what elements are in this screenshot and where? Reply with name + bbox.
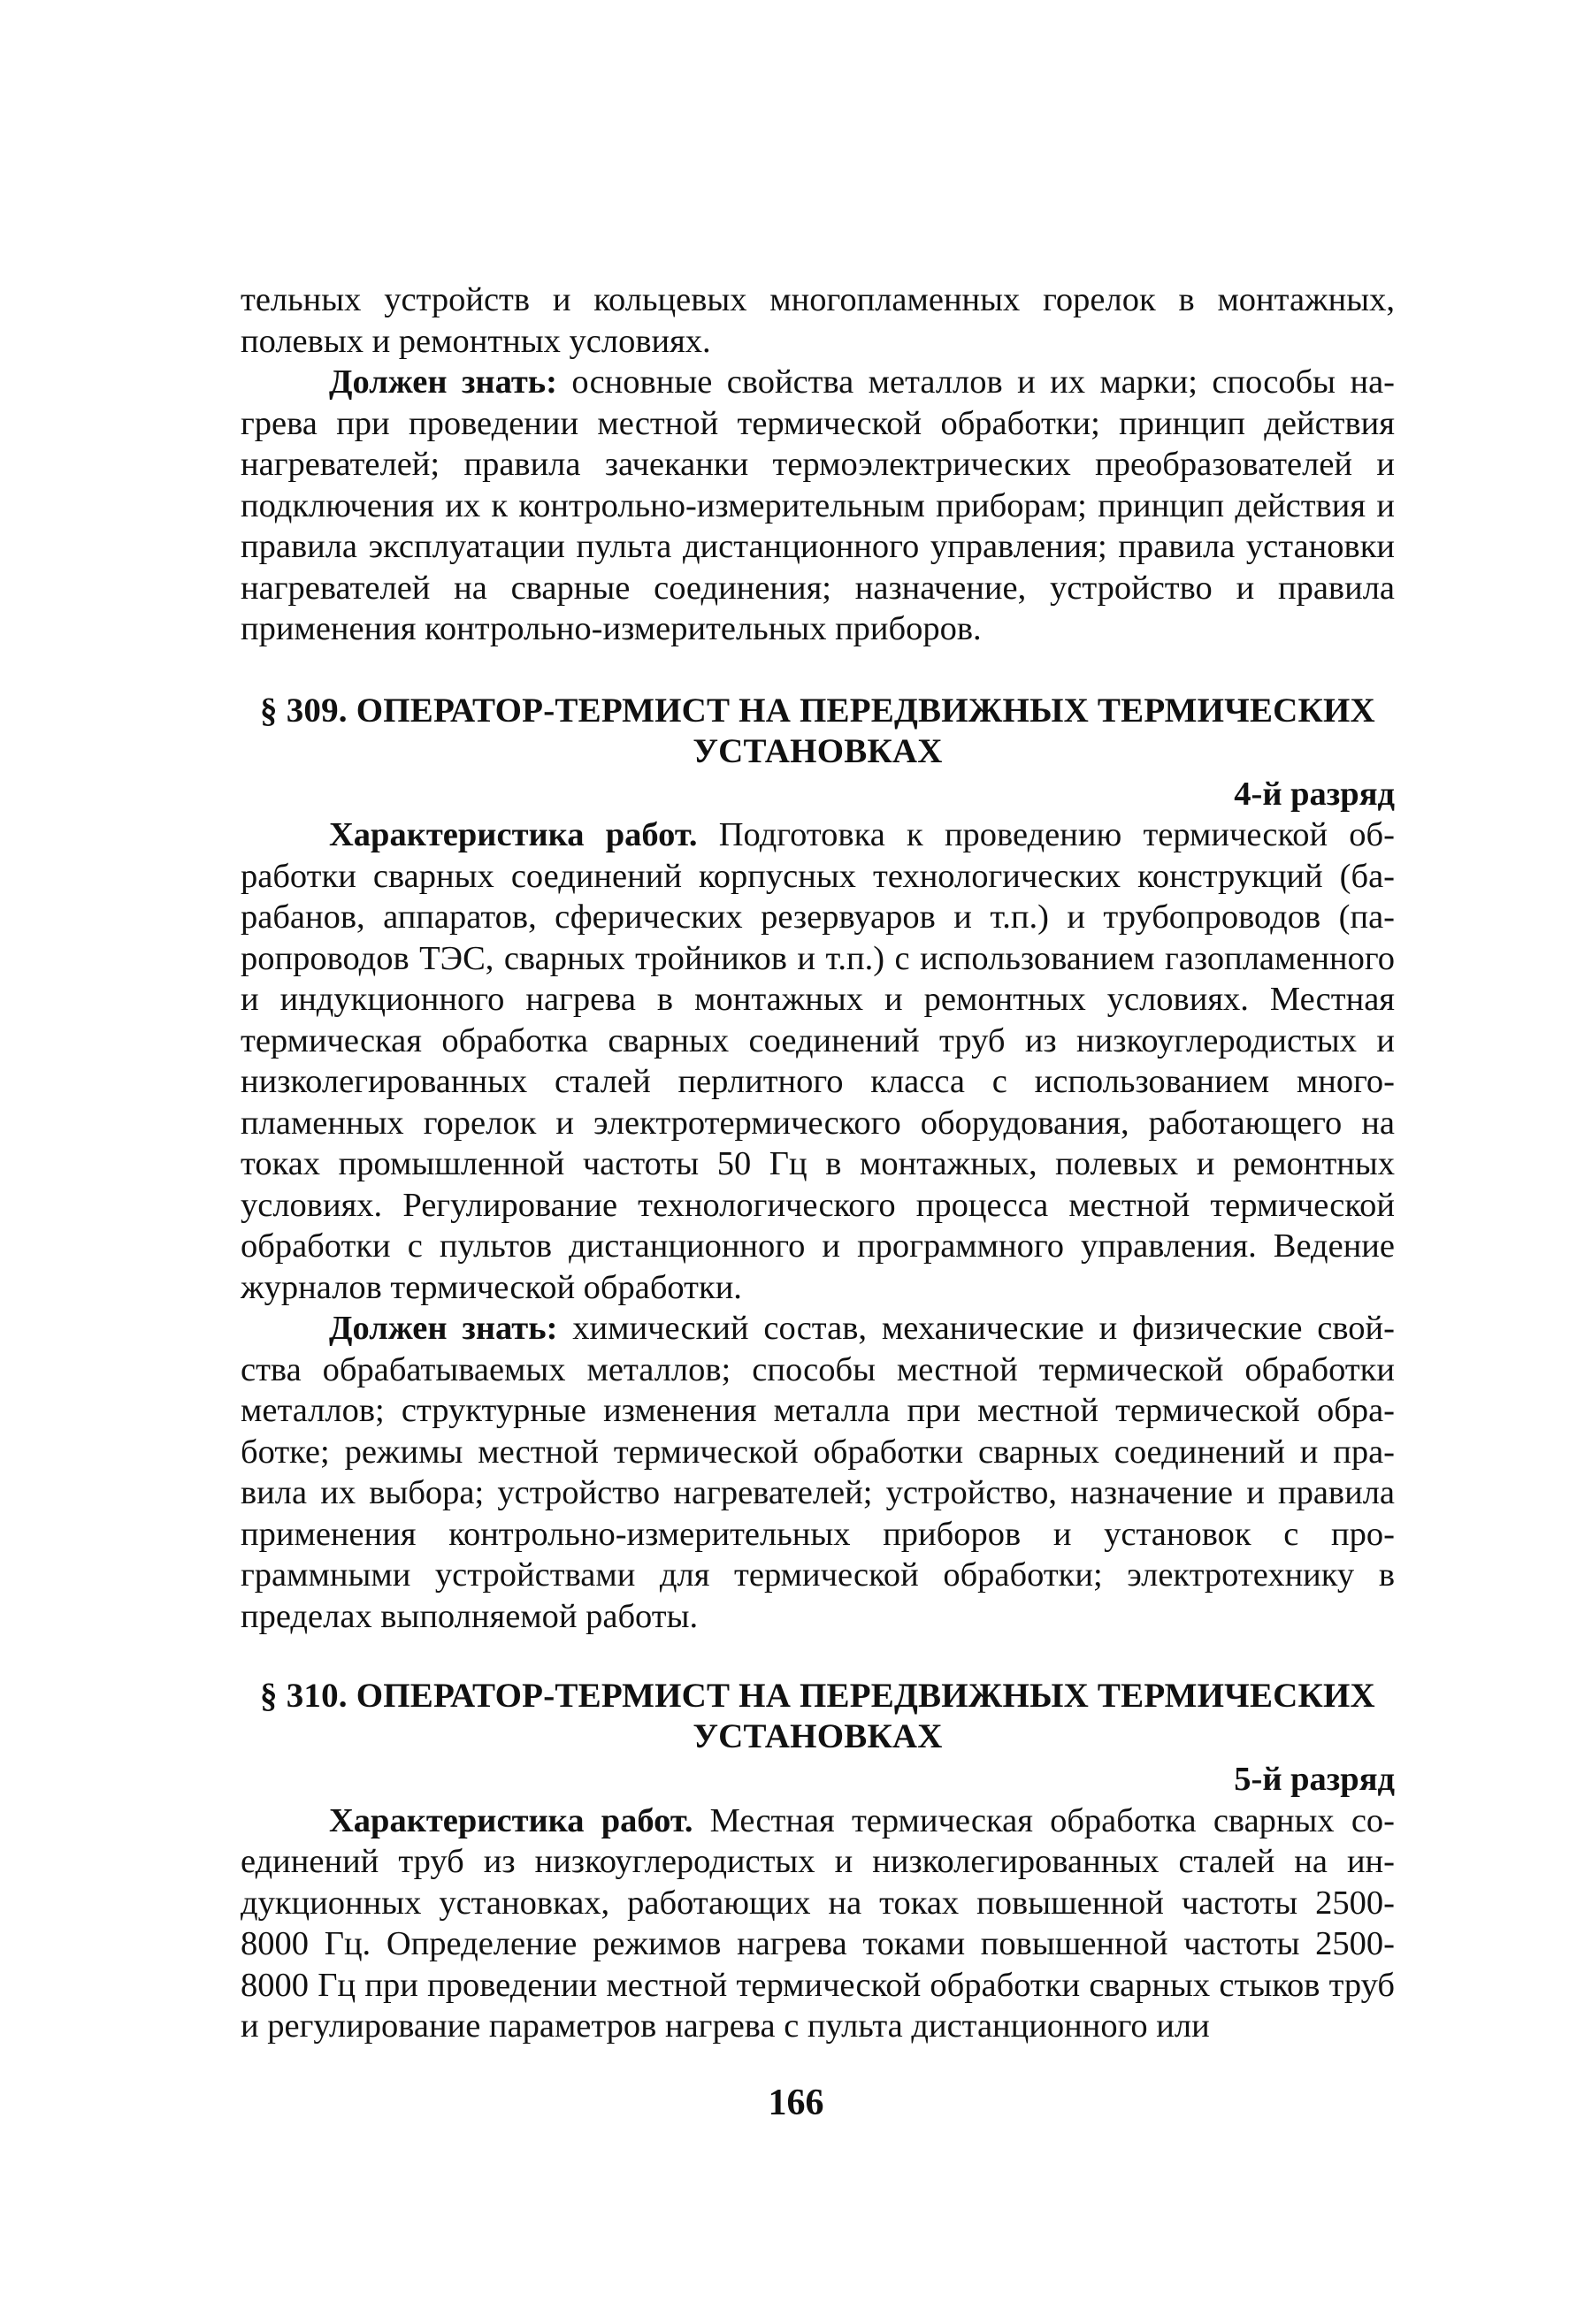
- intro-must-know-paragraph: [241, 362, 1395, 650]
- section-310-grade: 5-й разряд: [1234, 1761, 1395, 1798]
- must-know-label: Должен знать:: [329, 363, 557, 401]
- section-309-must-know: [241, 1308, 1395, 1637]
- page-number: 166: [768, 2083, 824, 2123]
- section-309-grade: 4-й разряд: [1234, 775, 1395, 813]
- document-page: [241, 279, 1395, 2047]
- must-know-text: химический состав, механические и физические свойства обрабатываемых металлов; способы местной термической обработки металлов; структурные изменения металла при местной термической обработке; режимы местной термической обработки сварных соединений и правила их выбора; устройство нагревателей; устройство, назначение и правила применения контрольно-измерительных приборов и установок с программными устройствами для термической обработки; электротехнику в пределах выполняемой работы.: [241, 1310, 1395, 1635]
- section-309-characteristics: [241, 814, 1395, 1308]
- must-know-text: основные свойства металлов и их марки; способы нагрева при проведении местной термической обработки; принцип действия нагревателей; правила зачеканки термоэлектрических преобразователей и подключения их к контрольно-измерительным приборам; принцип действия и правила эксплуатации пульта дистанционного управления; правила установки нагревателей на сварные соединения; назначение, устройство и правила применения контрольно-измерительных приборов.: [241, 363, 1395, 647]
- characteristics-text: Подготовка к проведению термической обработки сварных соединений корпусных технологических конструкций (барабанов, аппаратов, сферических резервуаров и т.п.) и трубопроводов (паропроводов ТЭС, сварных тройников и т.п.) с использованием газопламенного и индукционного нагрева в монтажных и ремонтных условиях. Местная термическая обработка сварных соединений труб из низкоуглеродистых и низколегированных сталей перлитного класса с использованием многопламенных горелок и электротермического оборудования, работающего на токах промышленной частоты 50 Гц в монтажных, полевых и ремонтных условиях. Регулирование технологического процесса местной термической обработки с пультов дистанционного и программного управления. Ведение журналов термической обработки.: [241, 816, 1395, 1306]
- characteristics-label: Характеристика работ.: [329, 816, 698, 853]
- section-309-heading: § 309. ОПЕРАТОР-ТЕРМИСТ НА ПЕРЕДВИЖНЫХ ТЕРМИЧЕСКИХ УСТАНОВКАХ: [260, 691, 1375, 770]
- must-know-label: Должен знать:: [329, 1310, 558, 1347]
- characteristics-text: Местная термическая обработка сварных соединений труб из низкоуглеродистых и низколегированных сталей на индукционных установках, работающих на токах повышенной частоты 2500-8000 Гц. Определение режимов нагрева токами повышенной частоты 2500-8000 Гц при проведении местной термической обработки сварных стыков труб и регулирование параметров нагрева с пульта дистанционного или: [241, 1801, 1395, 2045]
- characteristics-label: Характеристика работ.: [329, 1801, 693, 1839]
- section-310-characteristics: [241, 1800, 1395, 2047]
- intro-continuation: тельных устройств и кольцевых многопламенных горелок в монтажных, полевых и ремонтных условиях.: [241, 281, 1395, 360]
- section-310-heading: § 310. ОПЕРАТОР-ТЕРМИСТ НА ПЕРЕДВИЖНЫХ ТЕРМИЧЕСКИХ УСТАНОВКАХ: [260, 1677, 1375, 1755]
